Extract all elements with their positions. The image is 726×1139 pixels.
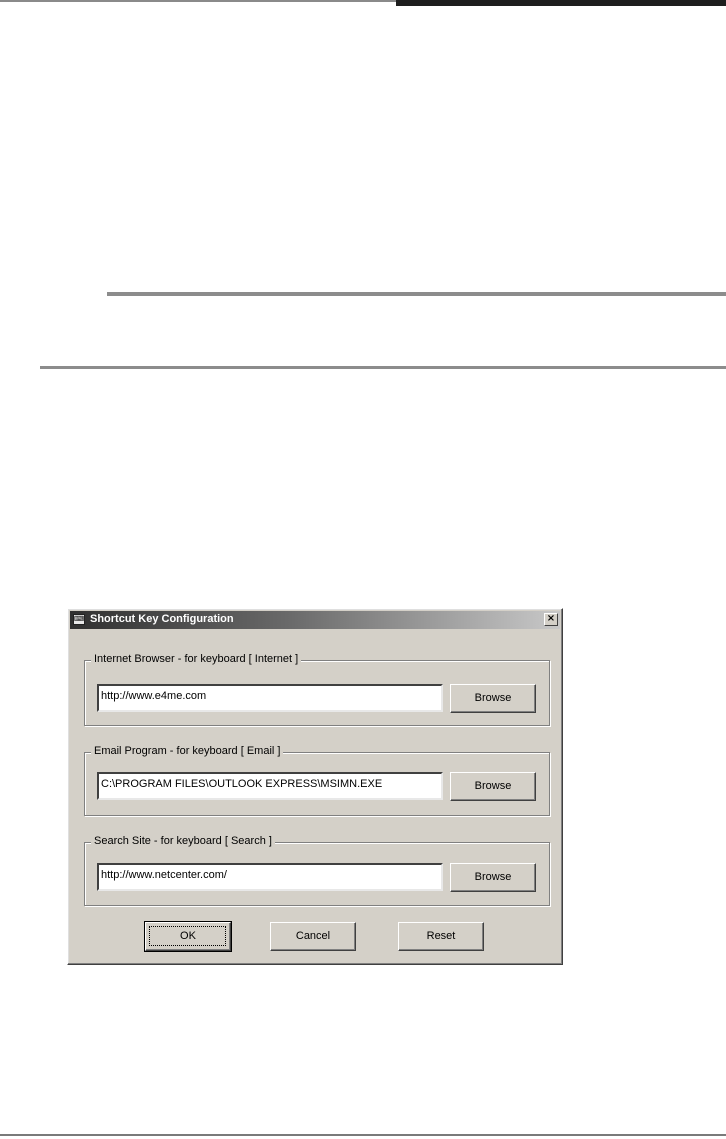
- email-program-input[interactable]: C:\PROGRAM FILES\OUTLOOK EXPRESS\MSIMN.EXE: [97, 772, 443, 800]
- search-site-input[interactable]: http://www.netcenter.com/: [97, 863, 443, 891]
- internet-browser-input[interactable]: http://www.e4me.com: [97, 684, 443, 712]
- cancel-button[interactable]: Cancel: [270, 922, 356, 951]
- ok-button-label: OK: [180, 930, 196, 942]
- search-browse-button[interactable]: Browse: [450, 863, 536, 892]
- shortcut-key-dialog: [67, 608, 563, 965]
- internet-browser-label: Internet Browser - for keyboard [ Internet ]: [91, 653, 301, 665]
- ok-button[interactable]: [145, 922, 231, 951]
- section-divider-lower: [40, 366, 726, 369]
- header-rule-thick: [396, 0, 726, 6]
- keyboard-icon: ⌨: [74, 616, 85, 623]
- footer-rule: [0, 1134, 726, 1136]
- email-program-group: [84, 745, 550, 816]
- close-icon[interactable]: ×: [544, 613, 558, 626]
- email-browse-button[interactable]: Browse: [450, 772, 536, 801]
- search-site-label: Search Site - for keyboard [ Search ]: [91, 835, 275, 847]
- search-site-group: [84, 835, 550, 906]
- dialog-title: Shortcut Key Configuration: [90, 613, 234, 625]
- email-program-label: Email Program - for keyboard [ Email ]: [91, 745, 283, 757]
- section-divider: [107, 292, 726, 296]
- internet-browse-button[interactable]: Browse: [450, 684, 536, 713]
- internet-browser-group: [84, 653, 550, 726]
- reset-button[interactable]: Reset: [398, 922, 484, 951]
- header-rule-thin: [0, 0, 396, 2]
- dialog-titlebar[interactable]: [70, 611, 560, 629]
